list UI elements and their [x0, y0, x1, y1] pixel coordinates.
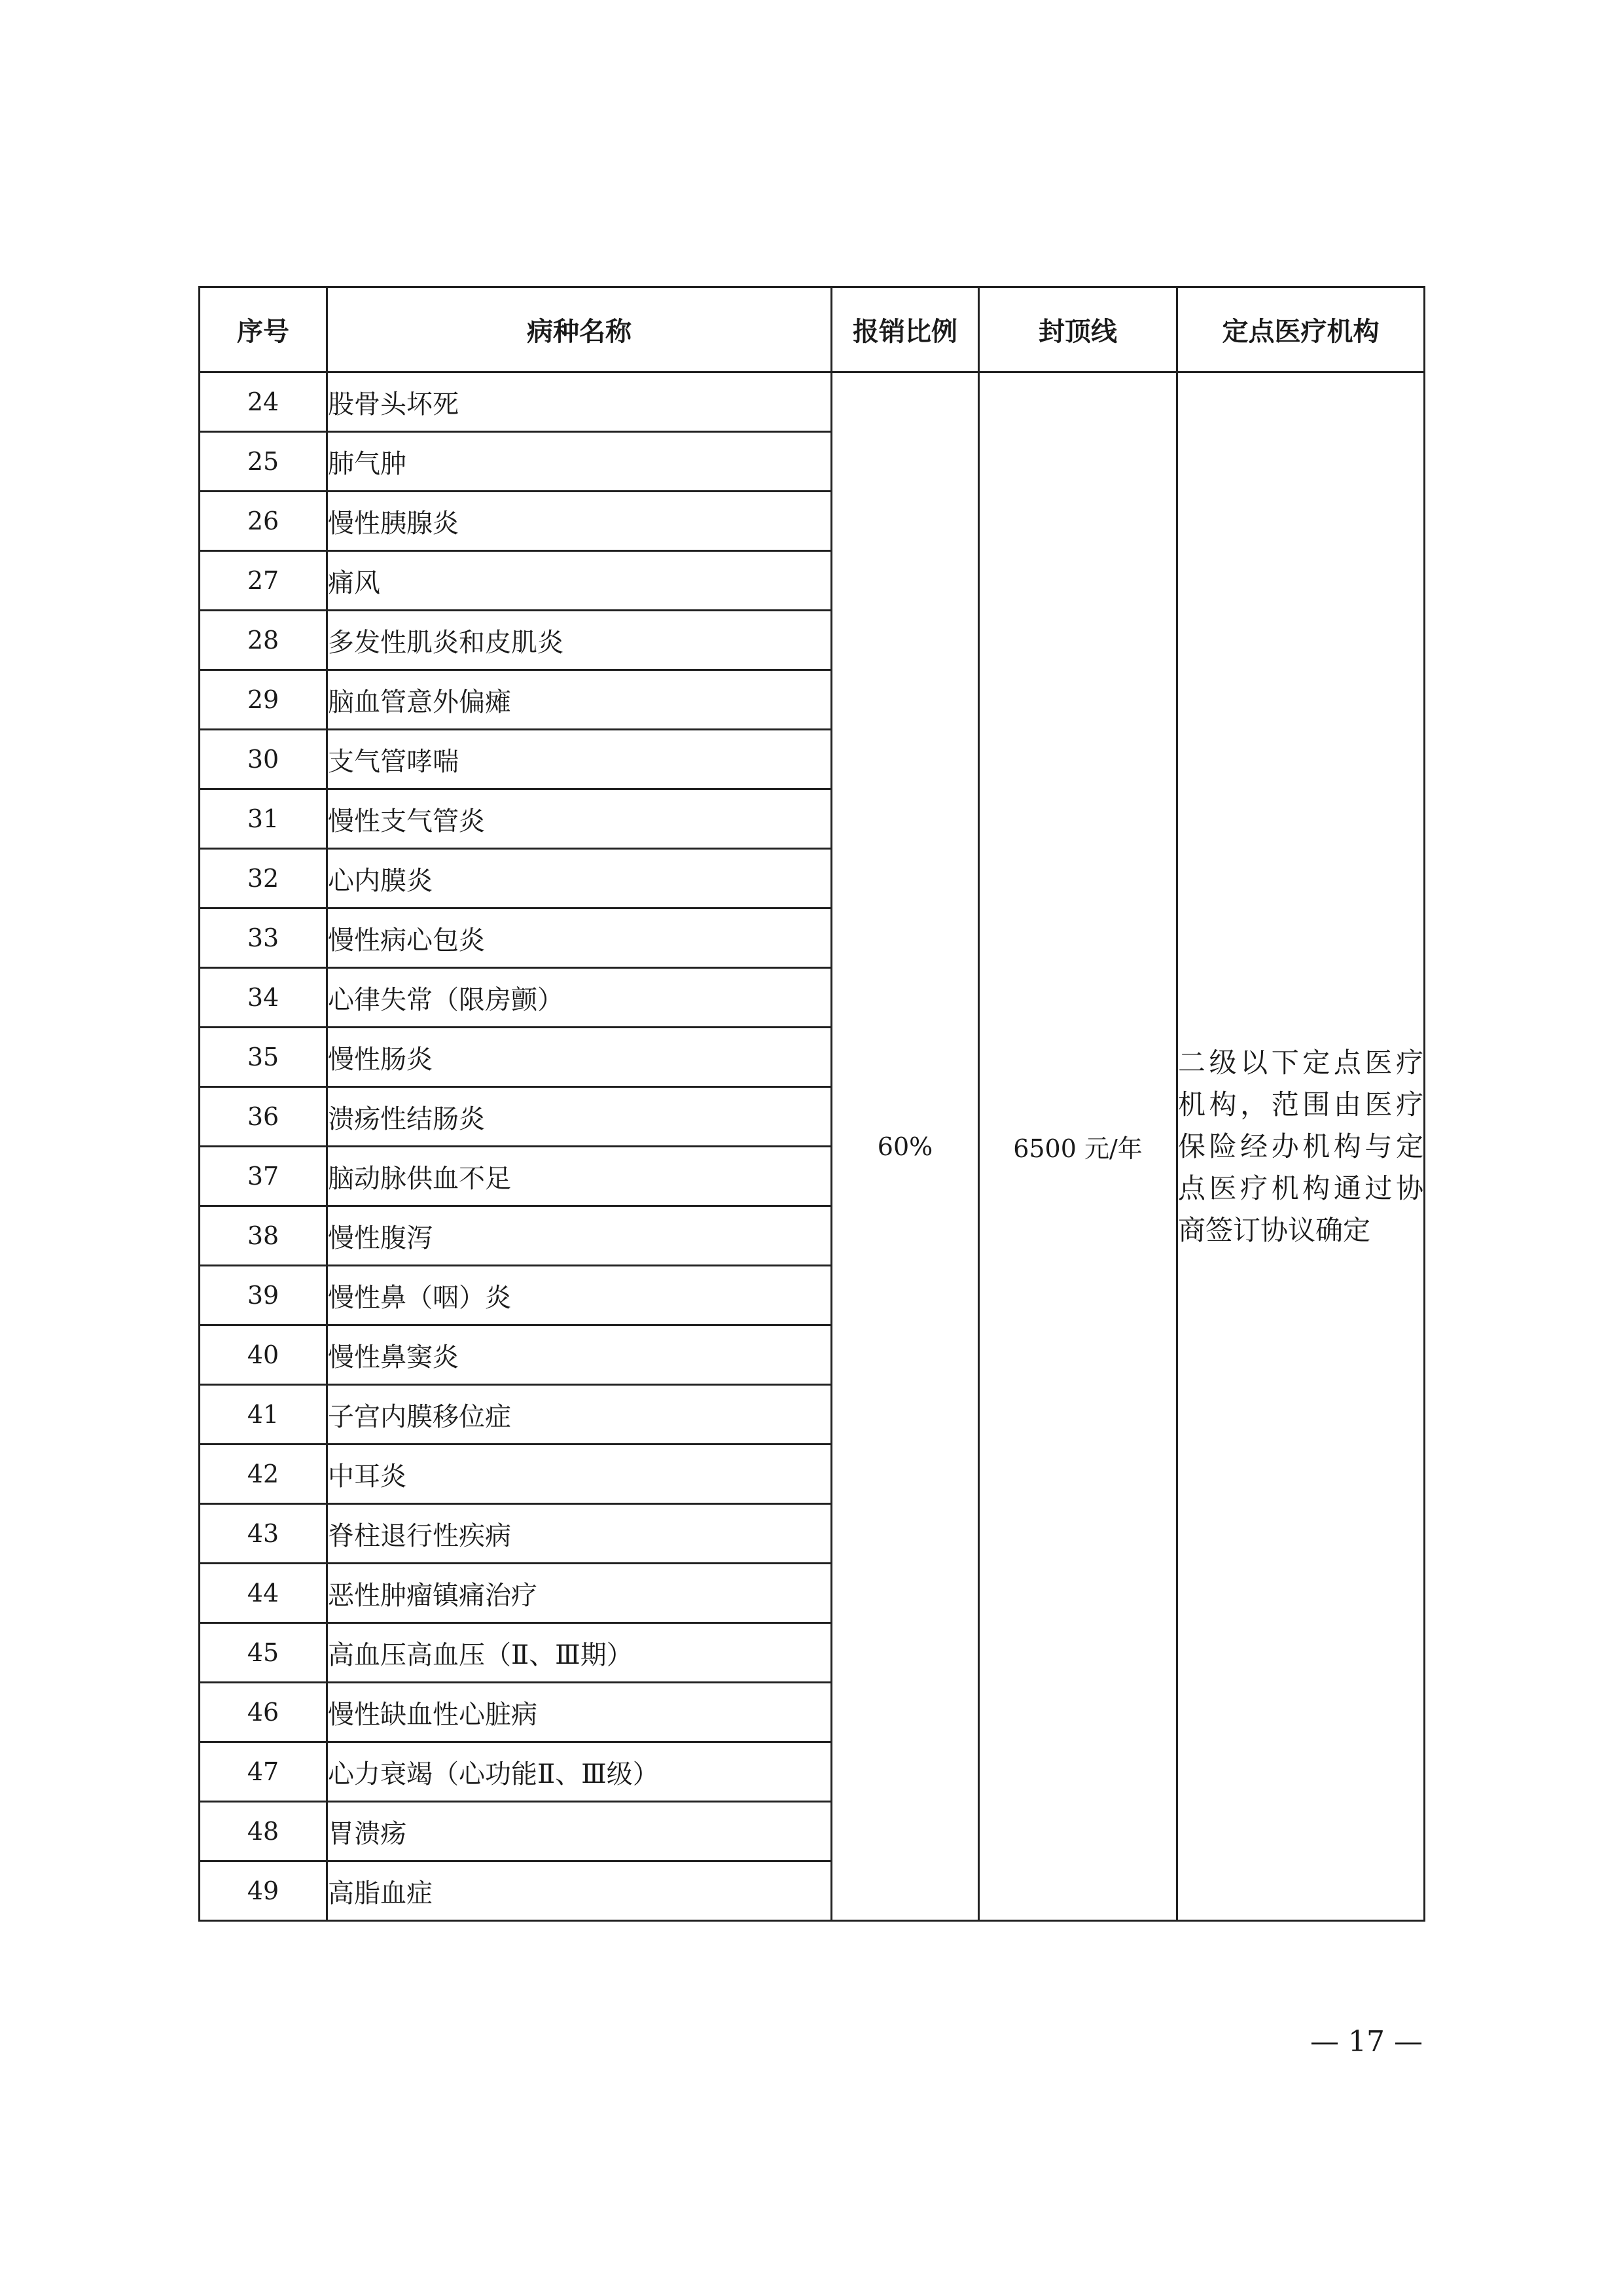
row-disease-name: 溃疡性结肠炎: [327, 1087, 832, 1147]
header-institution: 定点医疗机构: [1177, 287, 1425, 372]
row-disease-name: 肺气肿: [327, 432, 832, 492]
row-disease-name: 子宫内膜移位症: [327, 1385, 832, 1444]
row-disease-name: 支气管哮喘: [327, 730, 832, 789]
row-disease-name: 慢性缺血性心脏病: [327, 1683, 832, 1742]
row-seq: 26: [200, 492, 327, 551]
row-seq: 24: [200, 372, 327, 432]
row-disease-name: 脊柱退行性疾病: [327, 1504, 832, 1564]
row-disease-name: 脑血管意外偏瘫: [327, 670, 832, 730]
row-seq: 43: [200, 1504, 327, 1564]
row-seq: 36: [200, 1087, 327, 1147]
row-disease-name: 中耳炎: [327, 1444, 832, 1504]
row-disease-name: 慢性胰腺炎: [327, 492, 832, 551]
row-seq: 30: [200, 730, 327, 789]
row-disease-name: 慢性病心包炎: [327, 908, 832, 968]
row-disease-name: 慢性鼻（咽）炎: [327, 1266, 832, 1325]
row-disease-name: 心力衰竭（心功能Ⅱ、Ⅲ级）: [327, 1742, 832, 1802]
row-seq: 45: [200, 1623, 327, 1683]
table-row: [200, 372, 1425, 432]
row-disease-name: 脑动脉供血不足: [327, 1147, 832, 1206]
row-seq: 40: [200, 1325, 327, 1385]
disease-table: [198, 286, 1425, 1922]
row-disease-name: 慢性肠炎: [327, 1028, 832, 1087]
header-seq: 序号: [200, 287, 327, 372]
row-disease-name: 慢性鼻窦炎: [327, 1325, 832, 1385]
row-seq: 48: [200, 1802, 327, 1861]
header-ratio: 报销比例: [832, 287, 979, 372]
reimbursement-ratio: 60%: [832, 372, 979, 1921]
table-header-row: [200, 287, 1425, 372]
row-disease-name: 高血压高血压（Ⅱ、Ⅲ期）: [327, 1623, 832, 1683]
row-disease-name: 慢性腹泻: [327, 1206, 832, 1266]
row-disease-name: 慢性支气管炎: [327, 789, 832, 849]
row-seq: 25: [200, 432, 327, 492]
row-seq: 28: [200, 611, 327, 670]
row-seq: 37: [200, 1147, 327, 1206]
row-seq: 27: [200, 551, 327, 611]
header-disease: 病种名称: [327, 287, 832, 372]
row-disease-name: 股骨头坏死: [327, 372, 832, 432]
row-seq: 42: [200, 1444, 327, 1504]
row-disease-name: 多发性肌炎和皮肌炎: [327, 611, 832, 670]
row-seq: 33: [200, 908, 327, 968]
row-seq: 44: [200, 1564, 327, 1623]
row-seq: 46: [200, 1683, 327, 1742]
row-seq: 41: [200, 1385, 327, 1444]
row-disease-name: 胃溃疡: [327, 1802, 832, 1861]
designated-institution: 二级以下定点医疗机构，范围由医疗保险经办机构与定点医疗机构通过协商签订协议确定: [1177, 372, 1425, 1921]
row-seq: 34: [200, 968, 327, 1028]
row-seq: 32: [200, 849, 327, 908]
page-number: — 17 —: [1310, 2025, 1423, 2058]
header-cap: 封顶线: [979, 287, 1177, 372]
row-seq: 29: [200, 670, 327, 730]
row-seq: 35: [200, 1028, 327, 1087]
row-disease-name: 恶性肿瘤镇痛治疗: [327, 1564, 832, 1623]
row-disease-name: 高脂血症: [327, 1861, 832, 1921]
row-disease-name: 痛风: [327, 551, 832, 611]
cap-line: 6500 元/年: [979, 372, 1177, 1921]
row-seq: 31: [200, 789, 327, 849]
row-seq: 38: [200, 1206, 327, 1266]
row-seq: 47: [200, 1742, 327, 1802]
row-disease-name: 心律失常（限房颤）: [327, 968, 832, 1028]
row-seq: 39: [200, 1266, 327, 1325]
row-seq: 49: [200, 1861, 327, 1921]
row-disease-name: 心内膜炎: [327, 849, 832, 908]
